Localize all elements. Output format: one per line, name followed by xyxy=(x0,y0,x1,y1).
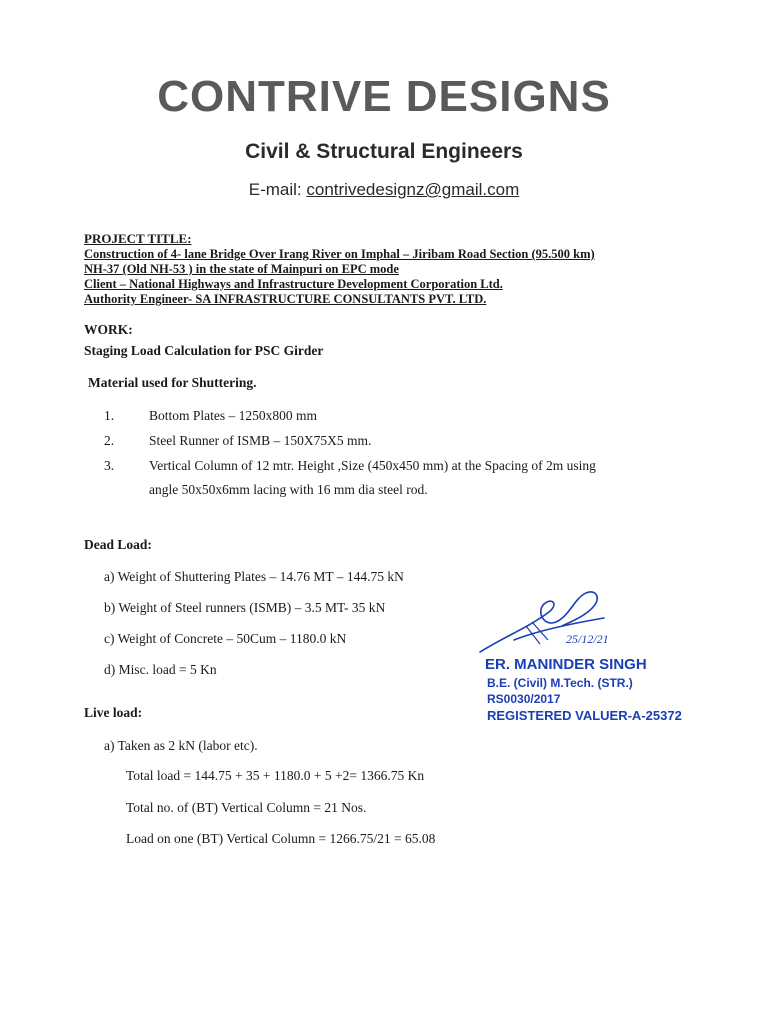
material-item-text: Vertical Column of 12 mtr. Height ,Size (450x450 mm) at the Spacing of 2m using xyxy=(149,458,596,473)
live-load-item: a) Taken as 2 kN (labor etc). xyxy=(104,738,258,753)
project-authority-line: Authority Engineer- SA INFRASTRUCTURE CONSULTANTS PVT. LTD. xyxy=(84,292,487,306)
dead-load-heading: Dead Load: xyxy=(84,537,152,552)
company-subtitle: Civil & Structural Engineers xyxy=(245,140,523,163)
email-link[interactable]: contrivedesignz@gmail.com xyxy=(306,180,520,199)
material-item-text: Steel Runner of ISMB – 150X75X5 mm. xyxy=(149,433,372,448)
material-item-num: 2. xyxy=(104,433,115,448)
dead-load-item: a) Weight of Shuttering Plates – 14.76 MT – 144.75 kN xyxy=(104,569,404,584)
dead-load-item: d) Misc. load = 5 Kn xyxy=(104,662,217,677)
material-item-continuation: angle 50x50x6mm lacing with 16 mm dia steel rod. xyxy=(149,482,428,497)
total-columns: Total no. of (BT) Vertical Column = 21 Nos. xyxy=(126,800,367,815)
material-item-num: 3. xyxy=(104,458,115,473)
email-label: E-mail: xyxy=(248,180,307,199)
total-load: Total load = 144.75 + 35 + 1180.0 + 5 +2= 1366.75 Kn xyxy=(126,768,425,783)
dead-load-item: b) Weight of Steel runners (ISMB) – 3.5 MT- 35 kN xyxy=(104,600,386,615)
material-item-text: Bottom Plates – 1250x800 mm xyxy=(149,408,318,423)
load-per-column: Load on one (BT) Vertical Column = 1266.75/21 = 65.08 xyxy=(126,831,436,846)
engineer-name: ER. MANINDER SINGH xyxy=(485,656,647,673)
signature-date: 25/12/21 xyxy=(566,632,609,646)
project-client-line: Client – National Highways and Infrastructure Development Corporation Ltd. xyxy=(84,277,503,291)
material-item-num: 1. xyxy=(104,408,115,423)
company-name: CONTRIVE DESIGNS xyxy=(157,72,611,121)
engineer-qualification: B.E. (Civil) M.Tech. (STR.) xyxy=(487,676,633,690)
project-line-1: Construction of 4- lane Bridge Over Irang River on Imphal – Jiribam Road Section (95.500 km) xyxy=(84,247,595,261)
work-description: Staging Load Calculation for PSC Girder xyxy=(84,343,324,358)
signature-scribble xyxy=(474,582,634,662)
dead-load-item: c) Weight of Concrete – 50Cum – 1180.0 kN xyxy=(104,631,347,646)
project-line-2: NH-37 (Old NH-53 ) in the state of Mainpuri on EPC mode xyxy=(84,262,399,276)
material-heading: Material used for Shuttering. xyxy=(88,375,257,390)
registered-valuer: REGISTERED VALUER-A-25372 xyxy=(487,708,682,723)
live-load-heading: Live load: xyxy=(84,705,143,720)
project-title-heading: PROJECT TITLE: xyxy=(84,231,192,246)
email-line xyxy=(0,180,768,200)
work-heading: WORK: xyxy=(84,322,133,337)
engineer-registration: RS0030/2017 xyxy=(487,692,561,706)
